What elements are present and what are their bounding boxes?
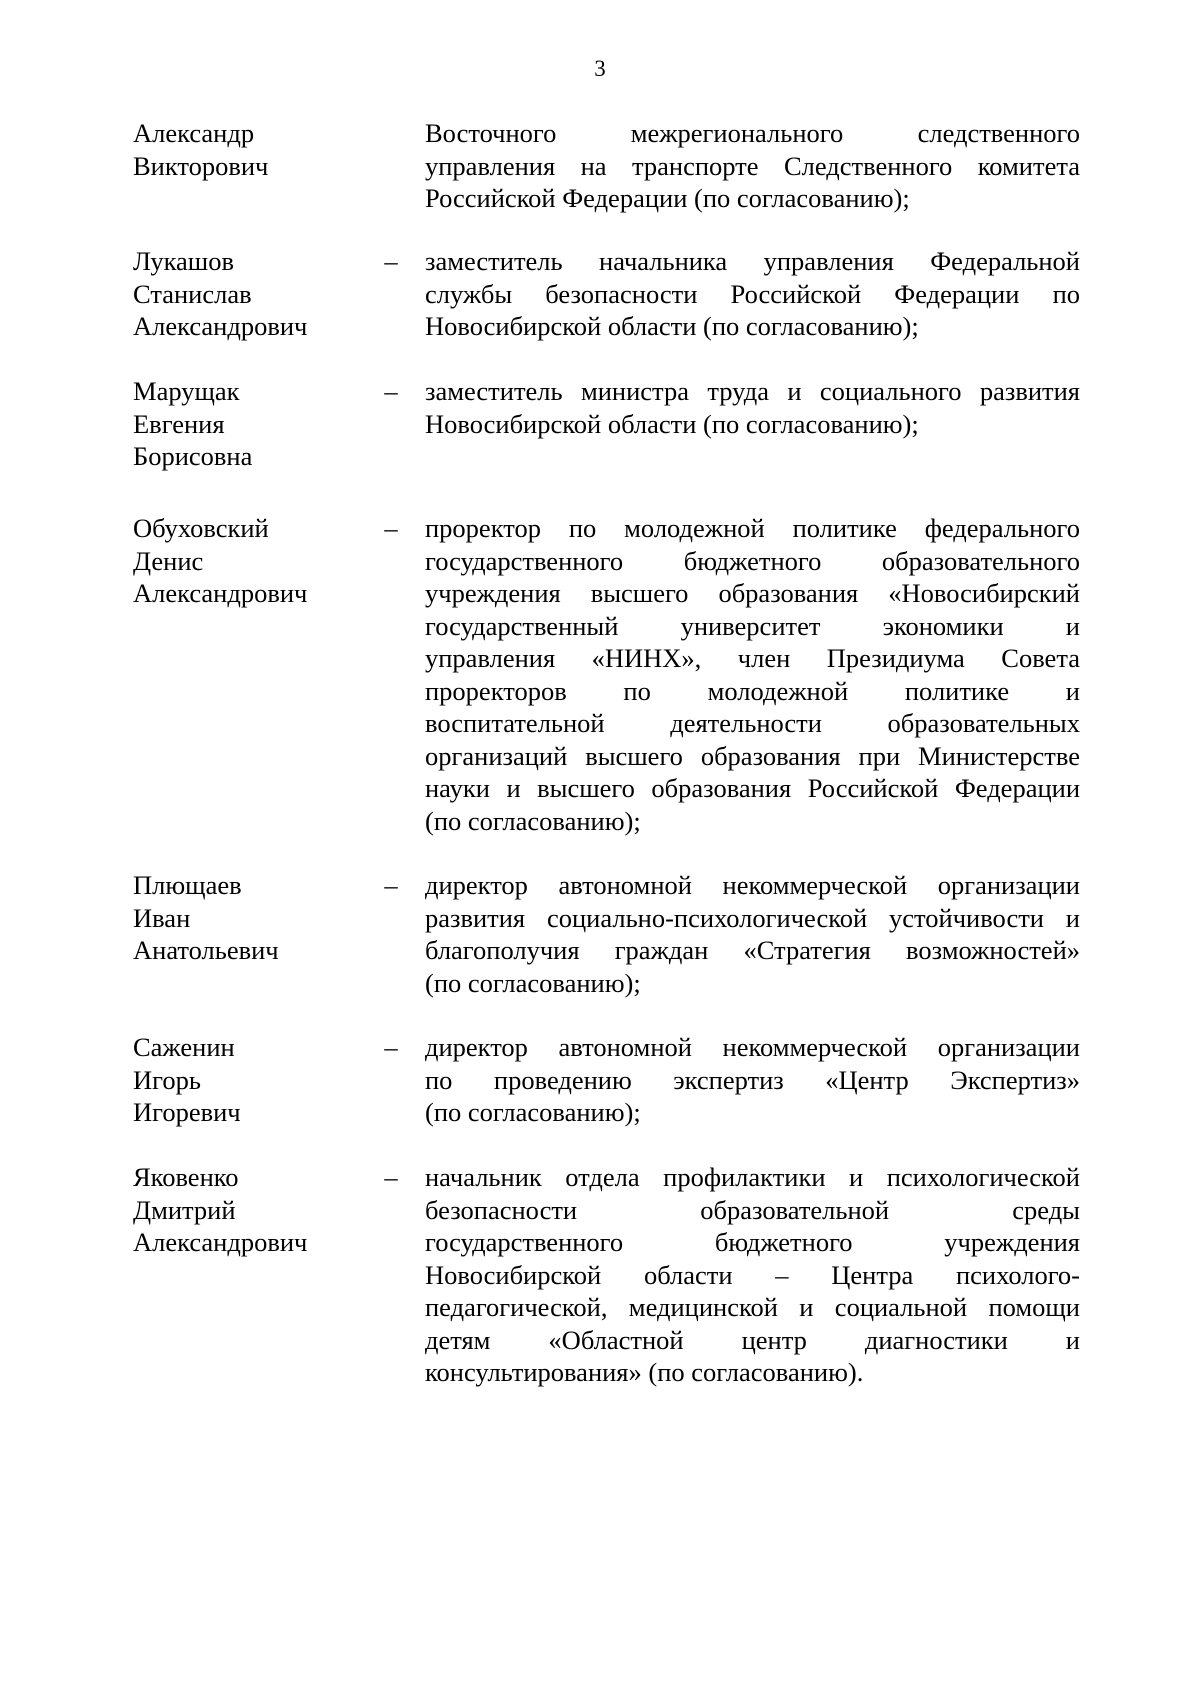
member-position [425,869,1080,999]
first-name: Дмитрий [133,1194,236,1225]
position-line: Новосибирской области (по согласованию); [425,311,919,341]
position-line: организаций высшего образования при Министерстве [425,740,1080,771]
position-line: управления «НИНХ», член Президиума Совета [425,643,1080,673]
first-name: Иван [133,902,191,933]
position-line: заместитель начальника управления Федеральной [425,246,1080,276]
position-line: (по согласованию); [425,967,641,998]
entry-dash: – [384,246,398,276]
surname: Яковенко [133,1162,239,1192]
position-line: безопасности образовательной среды [425,1194,1080,1225]
position-line: заместитель министра труда и социального развития [425,376,1080,406]
position-line: проректор по молодежной политике федерального [425,513,1080,543]
member-position [425,375,1080,440]
entry-dash: – [384,1032,398,1062]
patronymic: Александрович [133,1227,308,1257]
position-line: по проведению экспертиз «Центр Экспертиз» [425,1064,1080,1095]
position-line: государственного бюджетного образовательного [425,545,1080,576]
position-line: государственного бюджетного учреждения [425,1227,1080,1257]
position-line: воспитательной деятельности образовательных [425,708,1080,738]
surname-or-first-name: Александр [133,118,255,148]
member-name [133,375,373,473]
surname: Лукашов [133,246,234,276]
entry-dash: – [384,1162,398,1192]
position-line: управления на транспорте Следственного комитета [425,150,1080,181]
member-name [133,117,373,182]
first-name: Денис [133,545,204,576]
first-name: Станислав [133,278,252,309]
position-line: учреждения высшего образования «Новосибирский [425,578,1080,608]
position-line: благополучия граждан «Стратегия возможностей» [425,935,1080,965]
member-name [133,869,373,967]
member-name [133,245,373,343]
patronymic: Игоревич [133,1097,241,1127]
position-line: консультирования» (по согласованию). [425,1357,864,1387]
patronymic: Борисовна [133,441,253,471]
first-name: Евгения [133,408,225,439]
position-line: Новосибирской области – Центра психолого- [425,1259,1080,1290]
patronymic: Александрович [133,578,308,608]
position-line: развития социально-психологической устойчивости и [425,902,1080,933]
position-line: педагогической, медицинской и социальной помощи [425,1292,1080,1322]
position-line: директор автономной некоммерческой организации [425,1032,1080,1062]
position-line: директор автономной некоммерческой организации [425,870,1080,900]
position-line: (по согласованию); [425,1097,641,1127]
member-position [425,117,1080,215]
member-name [133,512,373,610]
page-number: 3 [594,56,606,81]
position-line: Восточного межрегионального следственного [425,118,1080,148]
patronymic: Анатольевич [133,935,279,965]
position-line: государственный университет экономики и [425,610,1080,641]
member-position [425,245,1080,343]
surname: Плющаев [133,870,242,900]
patronymic: Викторович [133,150,269,181]
entry-dash: – [384,513,398,543]
member-position [425,1161,1080,1389]
position-line: проректоров по молодежной политике и [425,675,1080,706]
surname: Обуховский [133,513,269,543]
position-line: Новосибирской области (по согласованию); [425,408,919,439]
member-name [133,1161,373,1259]
member-name [133,1031,373,1129]
surname: Саженин [133,1032,235,1062]
position-line: (по согласованию); [425,805,641,836]
patronymic: Александрович [133,311,308,341]
member-position [425,512,1080,837]
position-line: науки и высшего образования Российской Федерации [425,773,1080,803]
entry-dash: – [384,376,398,406]
position-line: начальник отдела профилактики и психологической [425,1162,1080,1192]
position-line: службы безопасности Российской Федерации по [425,278,1080,309]
position-line: Российской Федерации (по согласованию); [425,183,910,213]
surname: Марущак [133,376,240,406]
entry-dash: – [384,870,398,900]
member-position [425,1031,1080,1129]
position-line: детям «Областной центр диагностики и [425,1324,1080,1355]
first-name: Игорь [133,1064,201,1095]
